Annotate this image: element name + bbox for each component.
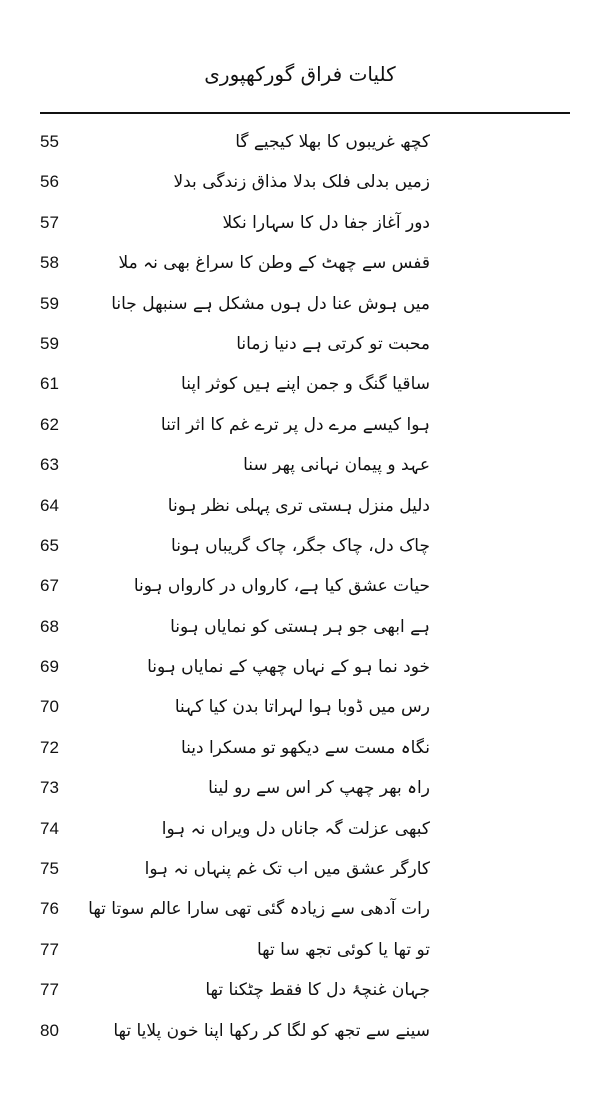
toc-entry-title: عہد و پیمان نہانی پھر سنا [243, 455, 430, 476]
toc-entry [0, 482, 600, 522]
toc-entry-title: میں ہوش عنا دل ہوں مشکل ہے سنبھل جانا [111, 293, 430, 314]
toc-entry [0, 926, 600, 966]
toc-entry [0, 966, 600, 1006]
toc-entry-title: راہ بھر چھپ کر اس سے رو لینا [208, 778, 430, 799]
toc-entry-title: نگاہ مست سے دیکھو تو مسکرا دینا [180, 737, 430, 758]
toc-entry-title: قفس سے چھٹ کے وطن کا سراغ بھی نہ ملا [118, 253, 430, 274]
toc-page-number: 69 [40, 657, 59, 677]
toc-entry-title: کارگر عشق میں اب تک غم پنہاں نہ ہوا [144, 859, 430, 880]
header-divider [40, 112, 570, 114]
toc-entry-title: رات آدھی سے زیادہ گئی تھی سارا عالم سوتا تھا [88, 899, 430, 920]
page-header: کلیات فراق گورکھپوری [204, 62, 396, 86]
toc-page-number: 67 [40, 576, 59, 596]
toc-entry [0, 320, 600, 360]
toc-entry-title: ساقیا گنگ و جمن اپنے ہیں کوثر اپنا [181, 374, 430, 395]
toc-entry-title: جہان غنچۂ دل کا فقط چٹکنا تھا [205, 980, 430, 1001]
toc-entry-title: کبھی عزلت گہ جاناں دل ویراں نہ ہوا [161, 818, 430, 839]
toc-entry-title: سینے سے تجھ کو لگا کر رکھا اپنا خون پلایا تھا [113, 1020, 430, 1041]
toc-page-number: 57 [40, 212, 59, 232]
toc-page-number: 77 [40, 939, 59, 959]
toc-page-number: 68 [40, 616, 59, 636]
toc-entry [0, 239, 600, 279]
toc-entry [0, 724, 600, 764]
toc-page-number: 74 [40, 818, 59, 838]
toc-page-number: 62 [40, 414, 59, 434]
toc-entry [0, 845, 600, 885]
toc-page-number: 80 [40, 1020, 59, 1040]
toc-page-number: 64 [40, 495, 59, 515]
toc-page-number: 59 [40, 333, 59, 353]
toc-page-number: 58 [40, 253, 59, 273]
toc-entry-title: خود نما ہو کے نہاں چھپ کے نمایاں ہونا [147, 657, 430, 678]
toc-page-number: 63 [40, 455, 59, 475]
toc-page-number: 59 [40, 293, 59, 313]
toc-page-number: 77 [40, 980, 59, 1000]
toc-entry-title: چاک دل، چاک جگر، چاک گریباں ہونا [171, 535, 430, 556]
toc-entry-title: دور آغاز جفا دل کا سہارا نکلا [222, 212, 430, 233]
toc-entry [0, 885, 600, 925]
toc-entry [0, 158, 600, 198]
toc-entry [0, 522, 600, 562]
toc-entry [0, 603, 600, 643]
toc-entry [0, 441, 600, 481]
toc-entry [0, 118, 600, 158]
toc-entry [0, 683, 600, 723]
toc-entry-title: رس میں ڈوبا ہوا لہراتا بدن کیا کہنا [174, 697, 430, 718]
toc-entry [0, 360, 600, 400]
toc-page-number: 73 [40, 778, 59, 798]
toc-page-number: 65 [40, 535, 59, 555]
table-of-contents [0, 118, 600, 1047]
toc-entry-title: ہوا کیسے مرے دل پر ترے غم کا اثر اتنا [160, 414, 430, 435]
toc-entry-title: محبت تو کرتی ہے دنیا زمانا [236, 333, 430, 354]
toc-entry [0, 805, 600, 845]
toc-page-number: 56 [40, 172, 59, 192]
toc-entry [0, 1007, 600, 1047]
toc-entry [0, 280, 600, 320]
toc-entry [0, 643, 600, 683]
toc-entry [0, 562, 600, 602]
toc-page-number: 76 [40, 899, 59, 919]
toc-entry-title: زمیں بدلی فلک بدلا مذاق زندگی بدلا [173, 172, 430, 193]
toc-page-number: 75 [40, 859, 59, 879]
toc-entry-title: حیات عشق کیا ہے، کارواں در کارواں ہونا [133, 576, 430, 597]
toc-entry-title: کچھ غریبوں کا بھلا کیجیے گا [235, 132, 430, 152]
toc-page-number: 61 [40, 374, 59, 394]
toc-entry [0, 764, 600, 804]
toc-entry [0, 199, 600, 239]
toc-page-number: 55 [40, 132, 59, 151]
toc-entry-title: تو تھا یا کوئی تجھ سا تھا [257, 939, 430, 960]
toc-entry-title: دلیل منزل ہستی تری پہلی نظر ہونا [167, 495, 430, 516]
toc-entry [0, 401, 600, 441]
toc-entry-title: ہے ابھی جو ہر ہستی کو نمایاں ہونا [170, 616, 430, 637]
toc-page-number: 70 [40, 697, 59, 717]
toc-page-number: 72 [40, 737, 59, 757]
